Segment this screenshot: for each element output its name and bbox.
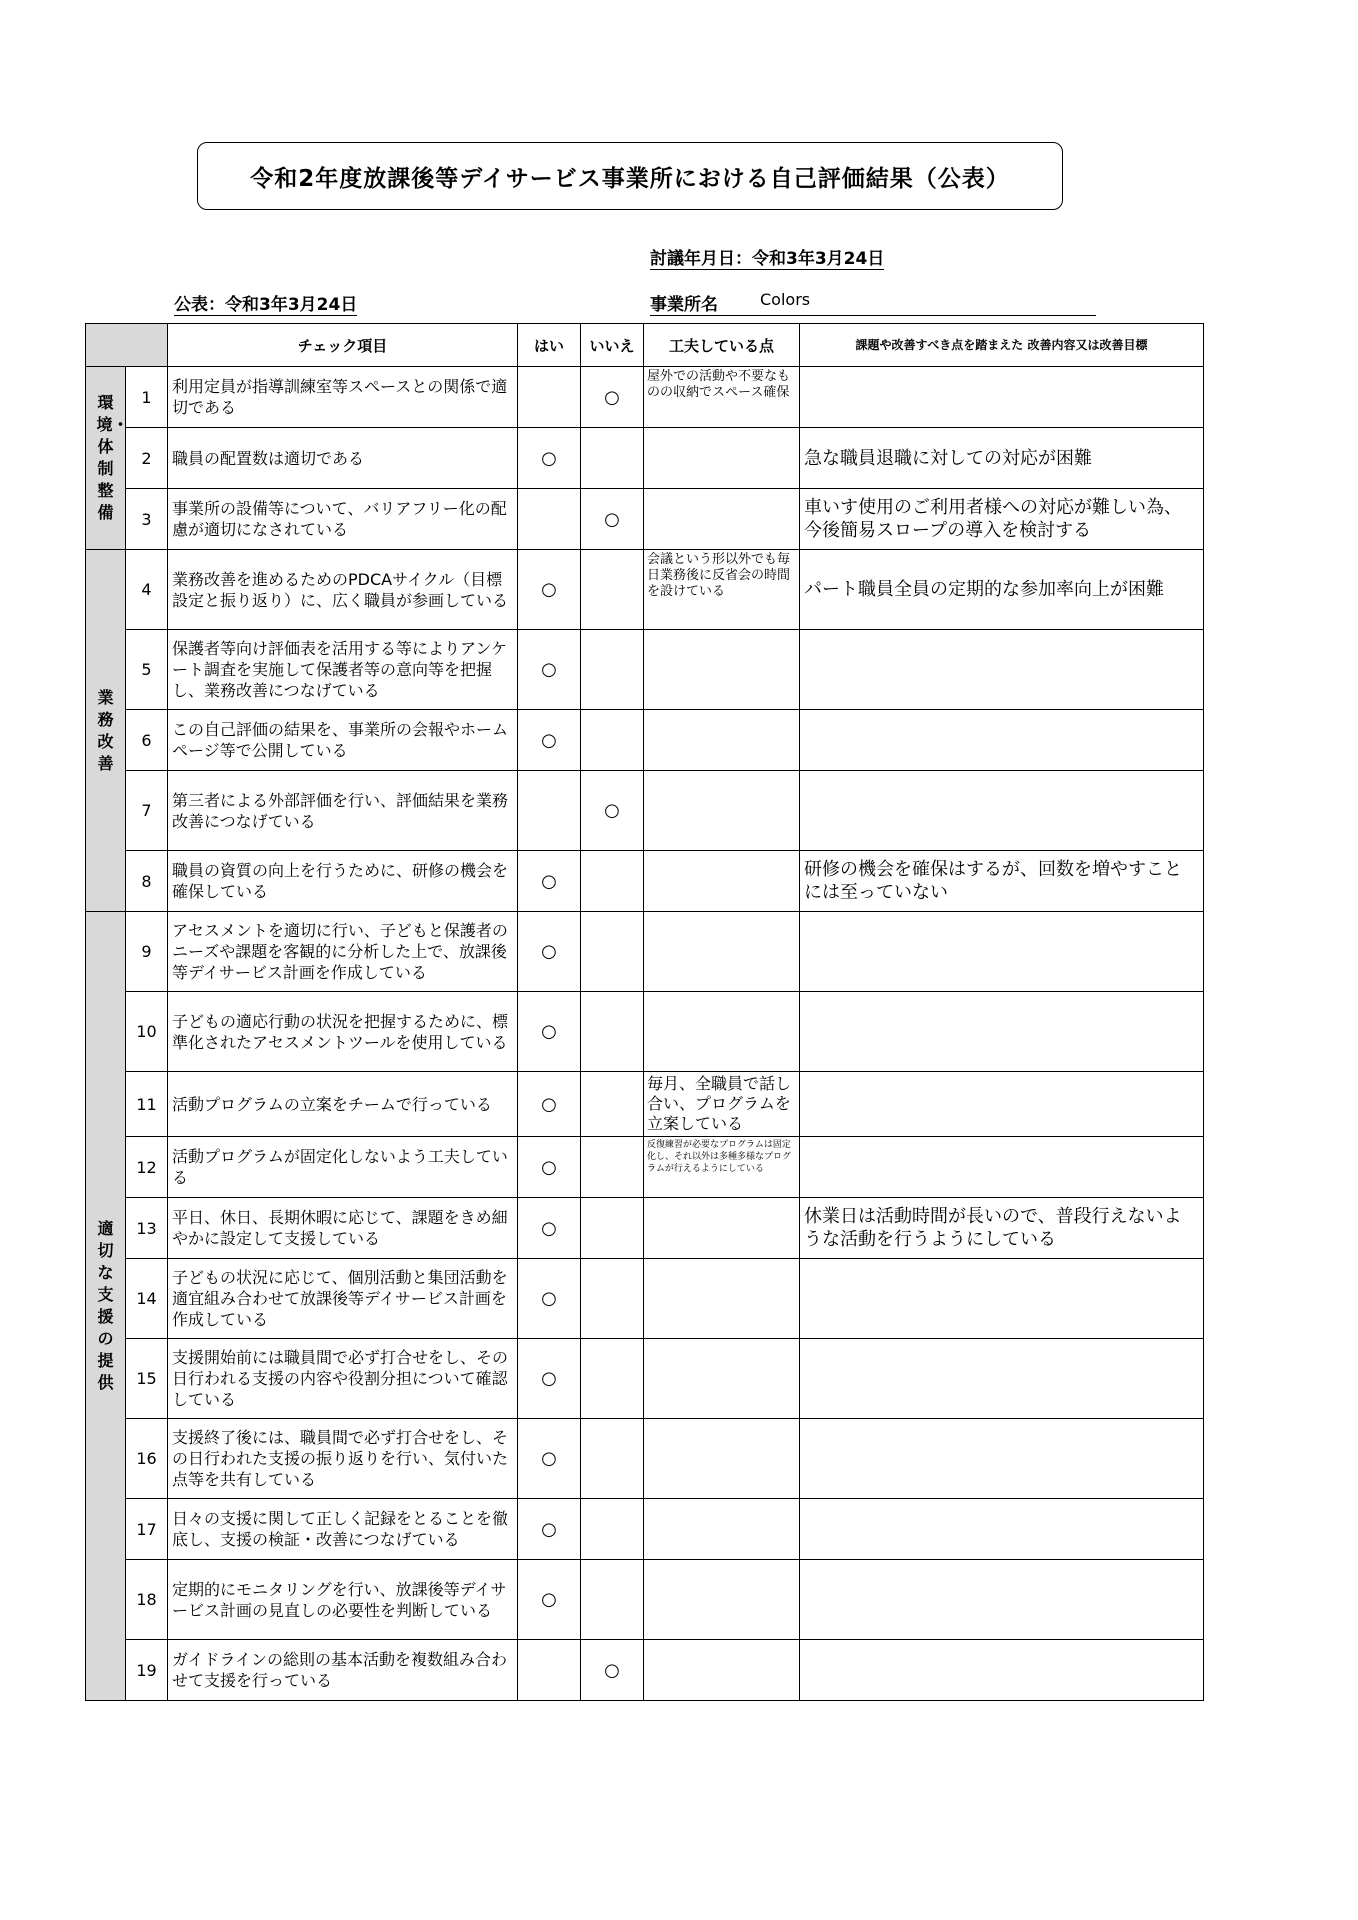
table-row xyxy=(86,771,1204,851)
no-mark xyxy=(581,550,644,630)
row-number: 16 xyxy=(126,1419,168,1499)
yes-mark xyxy=(518,771,581,851)
header-kufu: 工夫している点 xyxy=(644,324,800,367)
kadai-text xyxy=(800,1560,1204,1640)
table-row xyxy=(86,550,1204,630)
category-label: 環境・体制整備 xyxy=(96,393,129,522)
row-number: 19 xyxy=(126,1640,168,1701)
kufu-text xyxy=(644,1419,800,1499)
no-mark xyxy=(581,1339,644,1419)
publish-date xyxy=(174,290,357,315)
yes-mark: ○ xyxy=(518,851,581,912)
row-number: 15 xyxy=(126,1339,168,1419)
kadai-text xyxy=(800,992,1204,1072)
no-mark xyxy=(581,992,644,1072)
yes-mark: ○ xyxy=(518,1499,581,1560)
kufu-text: 会議という形以外でも毎日業務後に反省会の時間を設けている xyxy=(644,550,800,630)
no-mark xyxy=(581,1560,644,1640)
kadai-text: パート職員全員の定期的な参加率向上が困難 xyxy=(800,550,1204,630)
check-item: 保護者等向け評価表を活用する等によりアンケート調査を実施して保護者等の意向等を把握し、業務改善につなげている xyxy=(168,630,518,710)
kufu-text: 毎月、全職員で話し合い、プログラムを立案している xyxy=(644,1072,800,1137)
category-label: 業務改善 xyxy=(97,687,114,773)
check-item: 利用定員が指導訓練室等スペースとの関係で適切である xyxy=(168,367,518,428)
check-item: 職員の配置数は適切である xyxy=(168,428,518,489)
discussion-date xyxy=(650,244,884,269)
row-number: 6 xyxy=(126,710,168,771)
kufu-text xyxy=(644,428,800,489)
check-item: 支援開始前には職員間で必ず打合せをし、その日行われる支援の内容や役割分担について確認している xyxy=(168,1339,518,1419)
header-corner xyxy=(86,324,168,367)
row-number: 12 xyxy=(126,1137,168,1198)
table-row xyxy=(86,1198,1204,1259)
kufu-text xyxy=(644,630,800,710)
kadai-text xyxy=(800,1137,1204,1198)
table-row xyxy=(86,428,1204,489)
no-mark: ○ xyxy=(581,771,644,851)
kufu-text xyxy=(644,710,800,771)
table-row xyxy=(86,1137,1204,1198)
yes-mark: ○ xyxy=(518,1137,581,1198)
kadai-text xyxy=(800,367,1204,428)
kadai-text xyxy=(800,1339,1204,1419)
kadai-text xyxy=(800,630,1204,710)
no-mark xyxy=(581,428,644,489)
yes-mark: ○ xyxy=(518,1198,581,1259)
yes-mark: ○ xyxy=(518,912,581,992)
category-cell xyxy=(86,912,126,1701)
facility-name xyxy=(650,290,1096,316)
table-body xyxy=(86,367,1204,1701)
header-kadai: 課題や改善すべき点を踏まえた 改善内容又は改善目標 xyxy=(800,324,1204,367)
check-item: 子どもの適応行動の状況を把握するために、標準化されたアセスメントツールを使用している xyxy=(168,992,518,1072)
page-title: 令和2年度放課後等デイサービス事業所における自己評価結果（公表） xyxy=(197,142,1063,210)
kadai-text: 車いす使用のご利用者様への対応が難しい為、今後簡易スロープの導入を検討する xyxy=(800,489,1204,550)
kufu-text: 屋外での活動や不要なものの収納でスペース確保 xyxy=(644,367,800,428)
kadai-text xyxy=(800,710,1204,771)
no-mark xyxy=(581,710,644,771)
no-mark xyxy=(581,912,644,992)
kadai-text xyxy=(800,912,1204,992)
no-mark xyxy=(581,1072,644,1137)
kufu-text: 反復練習が必要なプログラムは固定化し、それ以外は多種多様なプログラムが行えるようにしている xyxy=(644,1137,800,1198)
row-number: 2 xyxy=(126,428,168,489)
row-number: 14 xyxy=(126,1259,168,1339)
kadai-text xyxy=(800,1259,1204,1339)
table-row xyxy=(86,912,1204,992)
row-number: 8 xyxy=(126,851,168,912)
kadai-text xyxy=(800,1499,1204,1560)
check-item: 支援終了後には、職員間で必ず打合せをし、その日行われた支援の振り返りを行い、気付いた点等を共有している xyxy=(168,1419,518,1499)
no-mark: ○ xyxy=(581,1640,644,1701)
table-row xyxy=(86,1339,1204,1419)
row-number: 9 xyxy=(126,912,168,992)
table-row xyxy=(86,1419,1204,1499)
header-no: いいえ xyxy=(581,324,644,367)
no-mark xyxy=(581,630,644,710)
self-evaluation-table xyxy=(85,323,1204,1701)
yes-mark xyxy=(518,367,581,428)
check-item: 活動プログラムが固定化しないよう工夫している xyxy=(168,1137,518,1198)
yes-mark: ○ xyxy=(518,1339,581,1419)
row-number: 5 xyxy=(126,630,168,710)
yes-mark: ○ xyxy=(518,710,581,771)
kufu-text xyxy=(644,1560,800,1640)
yes-mark: ○ xyxy=(518,428,581,489)
check-item: アセスメントを適切に行い、子どもと保護者のニーズや課題を客観的に分析した上で、放課後等デイサービス計画を作成している xyxy=(168,912,518,992)
kadai-text xyxy=(800,1419,1204,1499)
yes-mark: ○ xyxy=(518,1419,581,1499)
table-header-row xyxy=(86,324,1204,367)
table-row xyxy=(86,1259,1204,1339)
header-check-item: チェック項目 xyxy=(168,324,518,367)
table-row xyxy=(86,1499,1204,1560)
kadai-text xyxy=(800,1640,1204,1701)
row-number: 13 xyxy=(126,1198,168,1259)
no-mark xyxy=(581,851,644,912)
kadai-text: 研修の機会を確保はするが、回数を増やすことには至っていない xyxy=(800,851,1204,912)
yes-mark: ○ xyxy=(518,992,581,1072)
yes-mark: ○ xyxy=(518,1560,581,1640)
no-mark: ○ xyxy=(581,367,644,428)
table-row xyxy=(86,1072,1204,1137)
table-row xyxy=(86,489,1204,550)
row-number: 17 xyxy=(126,1499,168,1560)
yes-mark: ○ xyxy=(518,1072,581,1137)
check-item: 子どもの状況に応じて、個別活動と集団活動を適宜組み合わせて放課後等デイサービス計画を作成している xyxy=(168,1259,518,1339)
check-item: 活動プログラムの立案をチームで行っている xyxy=(168,1072,518,1137)
kadai-text: 急な職員退職に対しての対応が困難 xyxy=(800,428,1204,489)
no-mark xyxy=(581,1137,644,1198)
kufu-text xyxy=(644,912,800,992)
check-item: ガイドラインの総則の基本活動を複数組み合わせて支援を行っている xyxy=(168,1640,518,1701)
check-item: 定期的にモニタリングを行い、放課後等デイサービス計画の見直しの必要性を判断している xyxy=(168,1560,518,1640)
table-row xyxy=(86,1640,1204,1701)
table-row xyxy=(86,1560,1204,1640)
category-cell xyxy=(86,550,126,912)
row-number: 11 xyxy=(126,1072,168,1137)
facility-value: Colors xyxy=(760,290,811,309)
check-item: 職員の資質の向上を行うために、研修の機会を確保している xyxy=(168,851,518,912)
check-item: 業務改善を進めるためのPDCAサイクル（目標設定と振り返り）に、広く職員が参画している xyxy=(168,550,518,630)
kadai-text xyxy=(800,771,1204,851)
no-mark: ○ xyxy=(581,489,644,550)
kufu-text xyxy=(644,1339,800,1419)
yes-mark: ○ xyxy=(518,550,581,630)
yes-mark: ○ xyxy=(518,1259,581,1339)
kadai-text: 休業日は活動時間が長いので、普段行えないような活動を行うようにしている xyxy=(800,1198,1204,1259)
yes-mark xyxy=(518,1640,581,1701)
publish-date-text: 公表：令和3年3月24日 xyxy=(174,295,358,315)
row-number: 4 xyxy=(126,550,168,630)
row-number: 18 xyxy=(126,1560,168,1640)
no-mark xyxy=(581,1198,644,1259)
kufu-text xyxy=(644,992,800,1072)
kufu-text xyxy=(644,851,800,912)
kufu-text xyxy=(644,1198,800,1259)
yes-mark: ○ xyxy=(518,630,581,710)
row-number: 1 xyxy=(126,367,168,428)
yes-mark xyxy=(518,489,581,550)
table-row xyxy=(86,710,1204,771)
check-item: 事業所の設備等について、バリアフリー化の配慮が適切になされている xyxy=(168,489,518,550)
category-cell xyxy=(86,367,129,550)
table-row xyxy=(86,630,1204,710)
row-number: 3 xyxy=(126,489,168,550)
check-item: 第三者による外部評価を行い、評価結果を業務改善につなげている xyxy=(168,771,518,851)
kadai-text xyxy=(800,1072,1204,1137)
table-row xyxy=(86,851,1204,912)
discussion-date-text: 討議年月日：令和3年3月24日 xyxy=(650,249,885,269)
check-item: 日々の支援に関して正しく記録をとることを徹底し、支援の検証・改善につなげている xyxy=(168,1499,518,1560)
table-row xyxy=(86,992,1204,1072)
row-number: 7 xyxy=(126,771,168,851)
no-mark xyxy=(581,1259,644,1339)
facility-label: 事業所名 xyxy=(650,295,718,315)
check-item: この自己評価の結果を、事業所の会報やホームページ等で公開している xyxy=(168,710,518,771)
no-mark xyxy=(581,1419,644,1499)
table-row xyxy=(86,367,1204,428)
kufu-text xyxy=(644,1499,800,1560)
kufu-text xyxy=(644,771,800,851)
header-yes: はい xyxy=(518,324,581,367)
category-label: 適切な支援の提供 xyxy=(97,1219,114,1392)
no-mark xyxy=(581,1499,644,1560)
row-number: 10 xyxy=(126,992,168,1072)
check-item: 平日、休日、長期休暇に応じて、課題をきめ細やかに設定して支援している xyxy=(168,1198,518,1259)
kufu-text xyxy=(644,1259,800,1339)
kufu-text xyxy=(644,489,800,550)
kufu-text xyxy=(644,1640,800,1701)
